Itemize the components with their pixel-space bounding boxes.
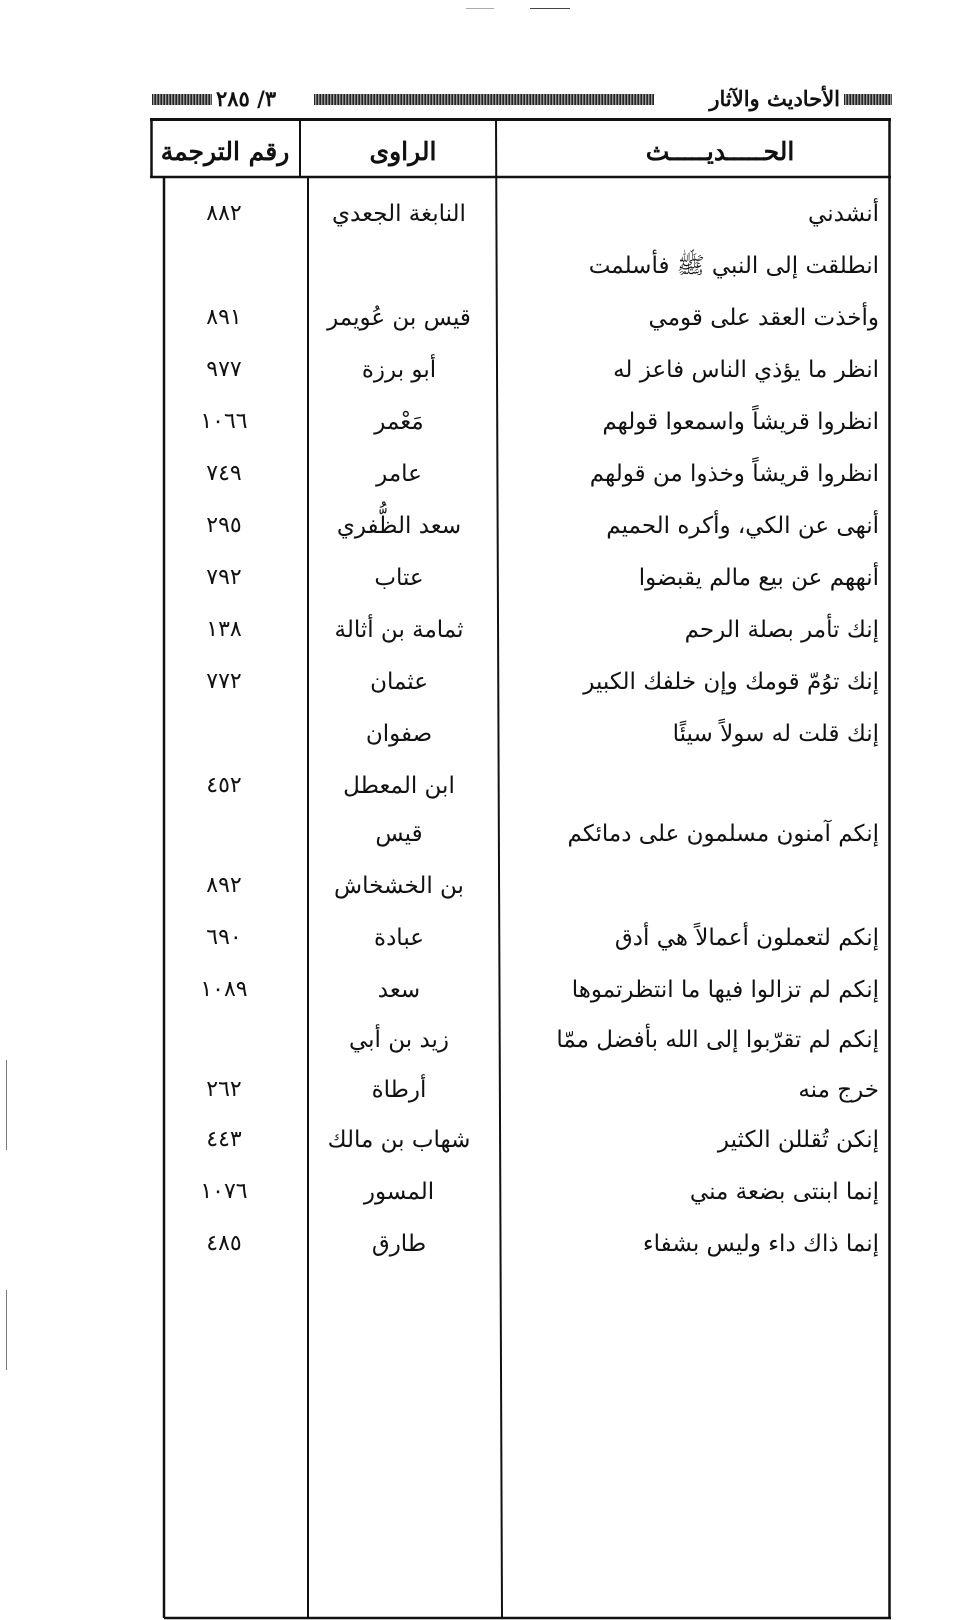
header-title: الأحاديث والآثار bbox=[709, 86, 840, 111]
hadith-text: وأخذت العقد على قومي bbox=[648, 305, 879, 331]
bio-number: ٩٧٧ bbox=[206, 357, 242, 382]
narrator-name: قيس bbox=[375, 821, 423, 847]
narrator-name: زيد بن أبي bbox=[348, 1027, 450, 1053]
bio-number: ٨٩١ bbox=[206, 305, 242, 330]
table-row bbox=[150, 240, 891, 292]
table-row bbox=[150, 448, 891, 500]
bio-number: ٨٨٢ bbox=[206, 201, 242, 226]
bio-number: ٧٩٢ bbox=[206, 565, 242, 590]
hadith-text: إنكم آمنون مسلمون على دمائكم bbox=[567, 821, 879, 847]
table-row bbox=[150, 552, 891, 604]
column-header-hadith: الحـــــديـــــث bbox=[645, 137, 795, 166]
running-header bbox=[150, 86, 892, 112]
bio-number: ١٣٨ bbox=[206, 617, 242, 642]
hadith-text: انظروا قريشاً وخذوا من قولهم bbox=[589, 461, 879, 487]
left-margin-mark bbox=[6, 1060, 7, 1150]
bio-number: ٢٦٢ bbox=[206, 1077, 242, 1102]
header-page-ref: ٣/ ٢٨٥ bbox=[216, 86, 277, 111]
narrator-name: سعد الظُّفري bbox=[336, 513, 462, 539]
bio-number: ٤٤٣ bbox=[206, 1127, 242, 1152]
bio-number: ١٠٨٩ bbox=[200, 977, 248, 1002]
narrator-name: أرطاة bbox=[371, 1077, 427, 1103]
hadith-text: إنك تأمر بصلة الرحم bbox=[684, 617, 879, 643]
column-header-bio-number: رقم الترجمة bbox=[160, 137, 290, 166]
hadith-text: خرج منه bbox=[798, 1077, 879, 1103]
narrator-name: صفوان bbox=[365, 721, 433, 747]
hadith-text: إنما ذاك داء وليس بشفاء bbox=[642, 1231, 879, 1257]
narrator-name: ابن المعطل bbox=[343, 773, 455, 799]
table-row bbox=[150, 808, 891, 860]
table-row bbox=[150, 1218, 891, 1270]
table-row bbox=[150, 1014, 891, 1066]
table-row bbox=[150, 912, 891, 964]
hadith-text: أنهى عن الكي، وأكره الحميم bbox=[606, 513, 879, 539]
narrator-name: عثمان bbox=[370, 669, 428, 695]
narrator-name: سعد bbox=[377, 977, 421, 1003]
bio-number: ٢٩٥ bbox=[206, 513, 242, 538]
bio-number: ١٠٦٦ bbox=[200, 409, 248, 434]
bio-number: ١٠٧٦ bbox=[200, 1179, 248, 1204]
bio-number: ٦٩٠ bbox=[206, 925, 242, 950]
table-row bbox=[150, 292, 891, 344]
narrator-name: عامر bbox=[376, 461, 422, 487]
narrator-name: شهاب بن مالك bbox=[327, 1127, 471, 1153]
narrator-name: النابغة الجعدي bbox=[332, 201, 466, 227]
narrator-name: قيس بن عُويمر bbox=[327, 305, 471, 331]
table-row bbox=[150, 760, 891, 812]
narrator-name: بن الخشخاش bbox=[334, 873, 464, 899]
hadith-text: إنك توُمّ قومك وإن خلفك الكبير bbox=[583, 669, 879, 695]
table-row bbox=[150, 1166, 891, 1218]
narrator-name: أبو برزة bbox=[361, 357, 437, 383]
hadith-text: إنكم لتعملون أعمالاً هي أدق bbox=[614, 925, 879, 951]
hadith-text: إنكم لم تقرّبوا إلى الله بأفضل ممّا bbox=[556, 1027, 879, 1053]
bio-number: ٨٩٢ bbox=[206, 873, 242, 898]
top-scan-mark-2 bbox=[466, 8, 494, 9]
top-scan-mark bbox=[530, 8, 570, 9]
table-row bbox=[150, 604, 891, 656]
table-row bbox=[150, 188, 891, 240]
bio-number: ٧٧٢ bbox=[206, 669, 242, 694]
table-row bbox=[150, 1064, 891, 1116]
narrator-name: طارق bbox=[371, 1231, 427, 1257]
table-row bbox=[150, 344, 891, 396]
narrator-name: المسور bbox=[363, 1179, 435, 1205]
header-band-right bbox=[844, 94, 892, 105]
table-row bbox=[150, 500, 891, 552]
hadith-text: انطلقت إلى النبي ﷺ فأسلمت bbox=[588, 253, 879, 279]
bio-number: ٧٤٩ bbox=[206, 461, 242, 486]
hadith-text: إنكن تُقللن الكثير bbox=[717, 1127, 879, 1153]
column-header-narrator: الراوى bbox=[369, 137, 437, 166]
table-row bbox=[150, 708, 891, 760]
narrator-name: عتاب bbox=[374, 565, 424, 591]
hadith-text: أنشدني bbox=[808, 201, 879, 227]
table-row bbox=[150, 1114, 891, 1166]
hadith-text: إنك قلت له سولاً سيئًا bbox=[672, 721, 879, 747]
left-margin-mark-2 bbox=[6, 1290, 7, 1370]
narrator-name: مَعْمر bbox=[374, 409, 424, 435]
narrator-name: ثمامة بن أثالة bbox=[334, 617, 464, 643]
table-row bbox=[150, 656, 891, 708]
bio-number: ٤٥٢ bbox=[206, 773, 242, 798]
hadith-text: إنكم لم تزالوا فيها ما انتظرتموها bbox=[571, 977, 879, 1003]
hadith-text: انظروا قريشاً واسمعوا قولهم bbox=[602, 409, 879, 435]
narrator-name: عبادة bbox=[374, 925, 424, 951]
hadith-text: إنما ابنتى بضعة مني bbox=[689, 1179, 879, 1205]
hadith-text: أنههم عن بيع مالم يقبضوا bbox=[638, 565, 879, 591]
header-band-left bbox=[152, 94, 212, 105]
bio-number: ٤٨٥ bbox=[206, 1231, 242, 1256]
hadith-text: انظر ما يؤذي الناس فاعز له bbox=[613, 357, 879, 383]
table-row bbox=[150, 964, 891, 1016]
header-band-middle bbox=[314, 94, 654, 105]
table-row bbox=[150, 860, 891, 912]
table-row bbox=[150, 396, 891, 448]
